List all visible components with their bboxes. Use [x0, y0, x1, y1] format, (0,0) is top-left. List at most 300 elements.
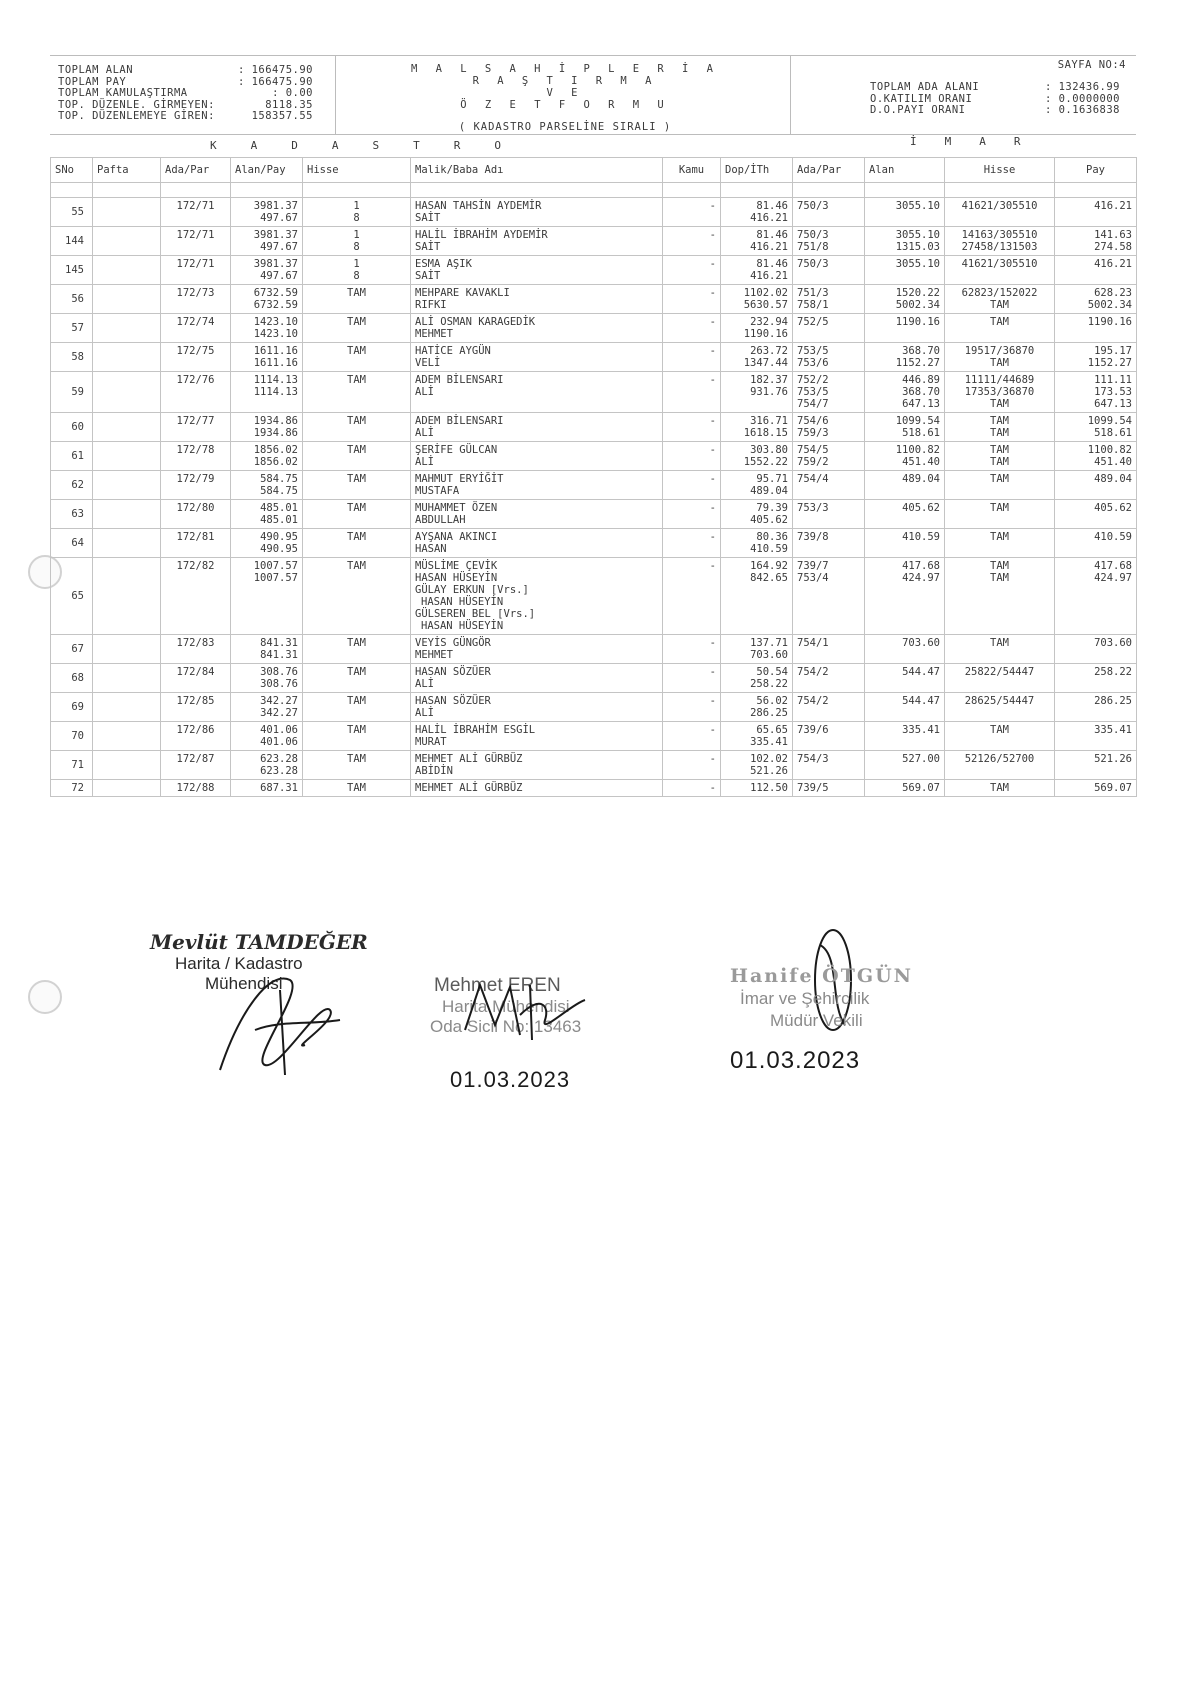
cell-malik	[411, 693, 663, 722]
cell-hisse	[303, 314, 411, 343]
cell-i-alan	[865, 471, 945, 500]
cell-line: TAM	[990, 782, 1009, 794]
cell-i-alan	[865, 751, 945, 780]
cell-line: 544.47	[902, 695, 940, 707]
cell-kamu: -	[663, 500, 721, 529]
cell-line: 752/5	[797, 316, 829, 328]
cell-sno: 72	[51, 780, 93, 797]
cell-hisse	[303, 413, 411, 442]
cell-adapar: 172/74	[161, 314, 231, 343]
column-header-row	[51, 158, 1137, 183]
cell-line: TAM	[990, 473, 1009, 485]
column-header: Kamu	[663, 158, 721, 183]
cell-malik	[411, 198, 663, 227]
cell-line: TAM	[990, 427, 1009, 439]
ratio-value: : 132436.99	[1044, 81, 1120, 93]
cell-dop	[721, 635, 793, 664]
cell-malik	[411, 722, 663, 751]
cell-i-hisse	[945, 471, 1055, 500]
table-row	[51, 442, 1137, 471]
cell-malik	[411, 413, 663, 442]
cell-pafta	[93, 664, 161, 693]
cell-line: 754/4	[797, 473, 829, 485]
cell-i-alan	[865, 256, 945, 285]
cell-line: 416.21	[750, 270, 788, 282]
form-title	[400, 63, 730, 133]
cell-line: HASAN HÜSEYİN	[421, 596, 504, 608]
cell-line: 753/6	[797, 357, 829, 369]
cell-line: 841.31	[260, 649, 298, 661]
cell-sno: 64	[51, 529, 93, 558]
cell-line: 628.23	[1094, 287, 1132, 299]
cell-i-adapar	[793, 751, 865, 780]
cell-line: 841.31	[260, 637, 298, 649]
cell-line: 41621/305510	[961, 258, 1038, 270]
title-line-1: M A L S A H İ P L E R İ A R A Ş T I R M A	[410, 63, 720, 87]
cell-dop	[721, 664, 793, 693]
cell-line: 1102.02	[743, 287, 788, 299]
cell-hisse	[303, 500, 411, 529]
cell-i-hisse	[945, 751, 1055, 780]
cell-i-adapar	[793, 343, 865, 372]
cell-line: SAİT	[415, 212, 441, 224]
cell-i-adapar	[793, 558, 865, 635]
column-header: Dop/İTh	[721, 158, 793, 183]
column-header: Ada/Par	[793, 158, 865, 183]
cell-line: ADEM BİLENSARI	[415, 415, 504, 427]
cell-kamu: -	[663, 751, 721, 780]
cell-i-adapar	[793, 227, 865, 256]
cell-i-alan	[865, 722, 945, 751]
cell-kamu: -	[663, 780, 721, 797]
signer-title-2a: Harita Mühendisi	[442, 997, 570, 1016]
cell-sno: 67	[51, 635, 93, 664]
cell-alanpay	[231, 442, 303, 471]
signature-date-2: 01.03.2023	[450, 1067, 571, 1092]
cell-i-pay	[1055, 500, 1137, 529]
page-number: SAYFA NO:4	[1057, 59, 1126, 71]
cell-pafta	[93, 635, 161, 664]
cell-i-pay	[1055, 343, 1137, 372]
cell-line: 1099.54	[1087, 415, 1132, 427]
cell-malik	[411, 285, 663, 314]
cell-line: 750/3	[797, 229, 829, 241]
cell-line: 8	[353, 270, 360, 282]
cell-line: 368.70	[902, 345, 940, 357]
cell-i-pay	[1055, 780, 1137, 797]
cell-line: VEYİS GÜNGÖR	[415, 637, 491, 649]
cell-line: 342.27	[260, 695, 298, 707]
cell-adapar: 172/71	[161, 227, 231, 256]
cell-i-hisse	[945, 500, 1055, 529]
table-row	[51, 693, 1137, 722]
cell-alanpay	[231, 500, 303, 529]
signer-name-3: Hanife ÖTGÜN	[730, 965, 914, 987]
cell-pafta	[93, 442, 161, 471]
section-kadastro: KADASTRO	[210, 139, 535, 152]
cell-i-alan	[865, 500, 945, 529]
cell-line: TAM	[990, 398, 1009, 410]
cell-hisse	[303, 256, 411, 285]
cell-i-alan	[865, 442, 945, 471]
column-header: Pay	[1055, 158, 1137, 183]
column-header: Hisse	[303, 158, 411, 183]
cell-pafta	[93, 722, 161, 751]
cell-line: 19517/36870	[964, 345, 1035, 357]
cell-line: TAM	[347, 782, 366, 794]
cell-i-pay	[1055, 442, 1137, 471]
cell-malik	[411, 500, 663, 529]
cell-line: 79.39	[756, 502, 788, 514]
cell-dop	[721, 372, 793, 413]
signer-title-3b: Müdür Vekili	[770, 1011, 863, 1030]
cell-line: TAM	[347, 345, 366, 357]
cell-kamu: -	[663, 442, 721, 471]
cell-adapar: 172/77	[161, 413, 231, 442]
cell-line: 405.62	[902, 502, 940, 514]
cell-kamu: -	[663, 413, 721, 442]
cell-adapar: 172/82	[161, 558, 231, 635]
cell-i-hisse	[945, 314, 1055, 343]
cell-dop	[721, 256, 793, 285]
cell-line: HASAN HÜSEYİN	[421, 620, 504, 632]
table-row	[51, 751, 1137, 780]
cell-i-alan	[865, 343, 945, 372]
cell-sno: 63	[51, 500, 93, 529]
cell-pafta	[93, 227, 161, 256]
cell-i-pay	[1055, 372, 1137, 413]
signer-name-2: Mehmet EREN	[434, 975, 561, 996]
cell-malik	[411, 780, 663, 797]
cell-line: 62823/152022	[961, 287, 1038, 299]
cell-i-hisse	[945, 256, 1055, 285]
cell-line: TAM	[990, 357, 1009, 369]
cell-line: 8	[353, 212, 360, 224]
cell-line: 739/6	[797, 724, 829, 736]
cell-line: RIFKI	[415, 299, 447, 311]
cell-line: 1520.22	[895, 287, 940, 299]
cell-line: 521.26	[750, 765, 788, 777]
table-row	[51, 227, 1137, 256]
cell-dop	[721, 343, 793, 372]
cell-line: HALİL İBRAHİM ESGİL	[415, 724, 536, 736]
cell-i-alan	[865, 285, 945, 314]
cell-kamu: -	[663, 256, 721, 285]
cell-i-adapar	[793, 413, 865, 442]
cell-alanpay	[231, 413, 303, 442]
signature-block-3	[730, 925, 970, 1085]
totals-right	[870, 82, 1120, 117]
cell-i-hisse	[945, 343, 1055, 372]
column-header: Malik/Baba Adı	[411, 158, 663, 183]
cell-malik	[411, 471, 663, 500]
cell-line: 1190.16	[743, 328, 788, 340]
cell-line: 95.71	[756, 473, 788, 485]
cell-i-hisse	[945, 198, 1055, 227]
cell-i-hisse	[945, 558, 1055, 635]
cell-i-adapar	[793, 471, 865, 500]
signer-name-1: Mevlüt TAMDEĞER	[150, 930, 368, 954]
cell-line: 286.25	[1094, 695, 1132, 707]
cell-line: 754/1	[797, 637, 829, 649]
cell-line: 521.26	[1094, 753, 1132, 765]
cell-i-adapar	[793, 722, 865, 751]
cell-line: GÜLSEREN BEL [Vrs.]	[415, 608, 536, 620]
cell-alanpay	[231, 372, 303, 413]
cell-line: HASAN	[415, 543, 447, 555]
cell-line: 410.59	[1094, 531, 1132, 543]
cell-hisse	[303, 664, 411, 693]
cell-line: 750/3	[797, 200, 829, 212]
cell-i-hisse	[945, 529, 1055, 558]
cell-hisse	[303, 372, 411, 413]
cell-line: 1934.86	[253, 427, 298, 439]
cell-adapar: 172/83	[161, 635, 231, 664]
cell-line: 527.00	[902, 753, 940, 765]
cell-line: 3055.10	[895, 258, 940, 270]
table-row	[51, 500, 1137, 529]
cell-adapar: 172/71	[161, 256, 231, 285]
cell-i-pay	[1055, 751, 1137, 780]
cell-i-alan	[865, 635, 945, 664]
cell-line: 1152.27	[895, 357, 940, 369]
column-header: Pafta	[93, 158, 161, 183]
cell-line: 316.71	[750, 415, 788, 427]
table-row	[51, 664, 1137, 693]
total-row	[58, 65, 313, 77]
cell-line: TAM	[990, 531, 1009, 543]
cell-i-pay	[1055, 471, 1137, 500]
parcel-table	[50, 157, 1137, 797]
cell-hisse	[303, 471, 411, 500]
cell-i-hisse	[945, 635, 1055, 664]
cell-line: TAM	[347, 531, 366, 543]
cell-adapar: 172/80	[161, 500, 231, 529]
cell-line: 416.21	[750, 212, 788, 224]
cell-line: 451.40	[1094, 456, 1132, 468]
cell-line: TAM	[347, 637, 366, 649]
signature-date-3: 01.03.2023	[730, 1047, 861, 1074]
total-value: : 0.00	[272, 87, 313, 99]
cell-line: 752/2	[797, 374, 829, 386]
cell-pafta	[93, 413, 161, 442]
cell-line: ALİ	[415, 678, 434, 690]
cell-dop	[721, 529, 793, 558]
cell-line: 1856.02	[253, 444, 298, 456]
cell-i-adapar	[793, 500, 865, 529]
cell-line: 335.41	[750, 736, 788, 748]
cell-alanpay	[231, 314, 303, 343]
cell-kamu: -	[663, 198, 721, 227]
cell-adapar: 172/87	[161, 751, 231, 780]
cell-line: 80.36	[756, 531, 788, 543]
cell-sno: 69	[51, 693, 93, 722]
cell-pafta	[93, 780, 161, 797]
cell-kamu: -	[663, 722, 721, 751]
cell-line: 6732.59	[253, 299, 298, 311]
cell-kamu: -	[663, 285, 721, 314]
cell-dop	[721, 751, 793, 780]
cell-sno: 70	[51, 722, 93, 751]
cell-line: HASAN HÜSEYİN	[415, 572, 498, 584]
cell-i-pay	[1055, 635, 1137, 664]
cell-line: ABDULLAH	[415, 514, 466, 526]
cell-line: 687.31	[260, 782, 298, 794]
cell-sno: 55	[51, 198, 93, 227]
ratio-value: : 0.0000000	[1044, 92, 1120, 105]
cell-line: TAM	[990, 456, 1009, 468]
total-value: 158357.55	[251, 110, 313, 122]
cell-line: MEHMET ALİ GÜRBÜZ	[415, 753, 523, 765]
cell-i-alan	[865, 372, 945, 413]
cell-line: TAM	[347, 444, 366, 456]
cell-hisse	[303, 780, 411, 797]
cell-pafta	[93, 693, 161, 722]
spacer-row	[51, 183, 1137, 198]
cell-line: 3055.10	[895, 200, 940, 212]
cell-line: 1856.02	[253, 456, 298, 468]
cell-line: TAM	[347, 502, 366, 514]
cell-line: 451.40	[902, 456, 940, 468]
cell-kamu: -	[663, 343, 721, 372]
cell-dop	[721, 558, 793, 635]
cell-line: AYŞANA AKINCI	[415, 531, 498, 543]
cell-line: 753/4	[797, 572, 829, 584]
cell-kamu: -	[663, 635, 721, 664]
cell-line: 410.59	[750, 543, 788, 555]
cell-dop	[721, 285, 793, 314]
section-header	[50, 135, 1136, 157]
cell-line: 6732.59	[253, 287, 298, 299]
cell-line: 401.06	[260, 724, 298, 736]
cell-line: ALİ	[415, 386, 434, 398]
cell-line: 424.97	[902, 572, 940, 584]
cell-malik	[411, 343, 663, 372]
cell-line: 739/7	[797, 560, 829, 572]
cell-line: ALİ	[415, 456, 434, 468]
cell-line: 65.65	[756, 724, 788, 736]
cell-i-alan	[865, 558, 945, 635]
cell-line: 424.97	[1094, 572, 1132, 584]
cell-line: 754/2	[797, 695, 829, 707]
cell-malik	[411, 529, 663, 558]
cell-line: 41621/305510	[961, 200, 1038, 212]
title-line-2: V E	[546, 87, 584, 99]
cell-pafta	[93, 471, 161, 500]
cell-line: 28625/54447	[964, 695, 1035, 707]
cell-kamu: -	[663, 227, 721, 256]
cell-i-adapar	[793, 442, 865, 471]
cell-line: MEHPARE KAVAKLI	[415, 287, 510, 299]
cell-pafta	[93, 372, 161, 413]
cell-line: 416.21	[750, 241, 788, 253]
cell-hisse	[303, 722, 411, 751]
cell-i-adapar	[793, 198, 865, 227]
cell-i-hisse	[945, 722, 1055, 751]
form-subtitle: ( KADASTRO PARSELİNE SIRALI )	[458, 121, 672, 133]
cell-line: TAM	[347, 415, 366, 427]
cell-sno: 65	[51, 558, 93, 635]
cell-line: ŞERİFE GÜLCAN	[415, 444, 498, 456]
cell-kamu: -	[663, 558, 721, 635]
cell-i-adapar	[793, 635, 865, 664]
cell-alanpay	[231, 664, 303, 693]
cell-line: 750/3	[797, 258, 829, 270]
cell-line: 584.75	[260, 473, 298, 485]
cell-line: 753/5	[797, 386, 829, 398]
total-value: : 166475.90	[237, 64, 313, 76]
cell-line: MEHMET ALİ GÜRBÜZ	[415, 782, 523, 794]
cell-line: 335.41	[902, 724, 940, 736]
column-header: Alan	[865, 158, 945, 183]
cell-line: TAM	[347, 560, 366, 572]
cell-line: TAM	[990, 560, 1009, 572]
cell-malik	[411, 751, 663, 780]
cell-line: 754/5	[797, 444, 829, 456]
handwritten-signature-1	[210, 950, 350, 1080]
total-label: TOP. DÜZENLEMEYE GİREN:	[58, 110, 215, 122]
cell-line: TAM	[347, 374, 366, 386]
cell-line: 416.21	[1094, 258, 1132, 270]
cell-line: 931.76	[750, 386, 788, 398]
cell-malik	[411, 442, 663, 471]
cell-line: HASAN SÖZÜER	[415, 695, 491, 707]
cell-line: TAM	[347, 473, 366, 485]
cell-alanpay	[231, 227, 303, 256]
cell-line: 81.46	[756, 200, 788, 212]
cell-line: 56.02	[756, 695, 788, 707]
cell-line: 81.46	[756, 229, 788, 241]
column-header: Alan/Pay	[231, 158, 303, 183]
cell-line: TAM	[990, 502, 1009, 514]
cell-line: 1315.03	[895, 241, 940, 253]
cell-alanpay	[231, 343, 303, 372]
cell-line: 1190.16	[895, 316, 940, 328]
cell-alanpay	[231, 256, 303, 285]
cell-line: TAM	[990, 316, 1009, 328]
cell-line: 164.92	[750, 560, 788, 572]
cell-line: MUHAMMET ÖZEN	[415, 502, 498, 514]
cell-i-alan	[865, 693, 945, 722]
cell-line: 1611.16	[253, 345, 298, 357]
cell-i-pay	[1055, 314, 1137, 343]
cell-i-adapar	[793, 664, 865, 693]
cell-i-pay	[1055, 285, 1137, 314]
cell-line: TAM	[990, 637, 1009, 649]
table-row	[51, 529, 1137, 558]
cell-line: 485.01	[260, 514, 298, 526]
cell-line: 1190.16	[1087, 316, 1132, 328]
cell-line: 3981.37	[253, 200, 298, 212]
cell-line: 232.94	[750, 316, 788, 328]
cell-i-pay	[1055, 693, 1137, 722]
total-label: TOPLAM KAMULAŞTIRMA	[58, 87, 188, 99]
cell-line: 50.54	[756, 666, 788, 678]
cell-line: 308.76	[260, 666, 298, 678]
total-row	[58, 88, 313, 100]
title-line-3: Ö Z E T F O R M U	[460, 99, 670, 111]
cell-i-pay	[1055, 558, 1137, 635]
cell-kamu: -	[663, 664, 721, 693]
cell-line: 647.13	[1094, 398, 1132, 410]
cell-line: 754/3	[797, 753, 829, 765]
cell-adapar: 172/85	[161, 693, 231, 722]
cell-line: 751/8	[797, 241, 829, 253]
cell-line: 518.61	[1094, 427, 1132, 439]
cell-line: TAM	[990, 572, 1009, 584]
cell-line: 842.65	[750, 572, 788, 584]
cell-hisse	[303, 529, 411, 558]
